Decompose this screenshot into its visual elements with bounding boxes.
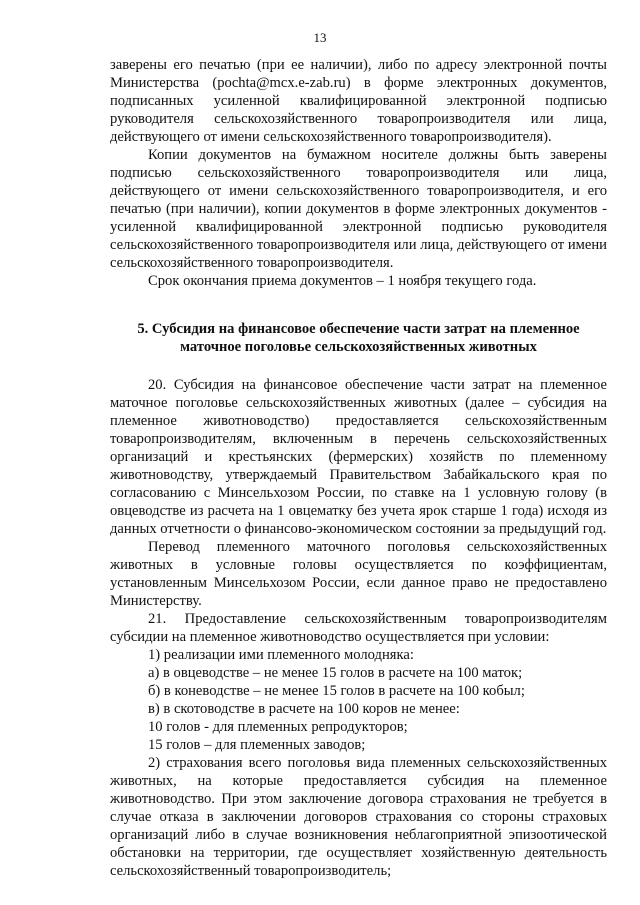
document-body — [110, 56, 607, 880]
paragraph-copies: Копии документов на бумажном носителе должны быть заверены подписью сельскохозяйственного товаропроизводителя или лица, действующего от имени сельскохозяйственного товаропроизводителя, и его печатью (при наличии), копии документов в форме электронных документов - усиленной квалифицированной электронной подписью руководителя сельскохозяйственного товаропроизводителя или лица, действующего от имени сельскохозяйственного товаропроизводителя. — [110, 147, 607, 271]
paragraph-continuation: заверены его печатью (при ее наличии), либо по адресу электронной почты Министерства (pochta@mcx.e-zab.ru) в форме электронных документов, подписанных усиленной квалифицированной электронной подписью руководителя сельскохозяйственного товаропроизводителя или лица, действующего от имени сельскохозяйственного товаропроизводителя). — [110, 57, 607, 145]
paragraph-21: 21. Предоставление сельскохозяйственным товаропроизводителям субсидии на племенное животноводство осуществляется при условии: — [110, 611, 607, 645]
section-heading-line-1: 5. Субсидия на финансовое обеспечение части затрат на племенное — [137, 321, 580, 337]
list-item: 1) реализации ими племенного молодняка: — [148, 647, 414, 663]
list-item: б) в коневодстве – не менее 15 голов в расчете на 100 кобыл; — [148, 683, 525, 699]
paragraph-20: 20. Субсидия на финансовое обеспечение части затрат на племенное маточное поголовье сельскохозяйственных животных (далее – субсидия на племенное животноводство) предоставляется сельскохозяйственным товаропроизводителям, включенным в перечень сельскохозяйственных организаций и крестьянских (фермерских) хозяйств по племенному животноводству, утверждаемый Правительством Забайкальского края по согласованию с Минсельхозом России, по ставке на 1 условную голову (в овцеводстве из расчета на 1 овцематку без учета ярок старше 1 года) исходя из данных отчетности о финансово-экономическом состоянии за предыдущий год. — [110, 377, 607, 537]
list-item: в) в скотоводстве в расчете на 100 коров не менее: — [148, 701, 460, 717]
page-number: 13 — [313, 30, 327, 45]
paragraph-21-insurance: 2) страхования всего поголовья вида племенных сельскохозяйственных животных, на которые предоставляется субсидия на племенное животноводство. При этом заключение договора страхования не требуется в случае отказа в заключении договоров страхования со стороны страховых организаций либо в случае возникновения неблагоприятной эпизоотической обстановки на территории, где осуществляет хозяйственную деятельность сельскохозяйственный товаропроизводитель; — [110, 755, 607, 879]
list-item: 10 голов - для племенных репродукторов; — [148, 719, 408, 735]
paragraph-20-conversion: Перевод племенного маточного поголовья сельскохозяйственных животных в условные головы осуществляется по коэффициентам, установленным Минсельхозом России, если данное право не предоставлено Министерству. — [110, 539, 607, 609]
section-heading-line-2: маточное поголовье сельскохозяйственных животных — [180, 339, 537, 355]
list-item: а) в овцеводстве – не менее 15 голов в расчете на 100 маток; — [148, 665, 523, 681]
list-item: 15 голов – для племенных заводов; — [148, 737, 366, 753]
paragraph-deadline: Срок окончания приема документов – 1 ноября текущего года. — [148, 273, 537, 289]
conditions-list — [110, 646, 607, 754]
section-heading — [110, 320, 607, 356]
